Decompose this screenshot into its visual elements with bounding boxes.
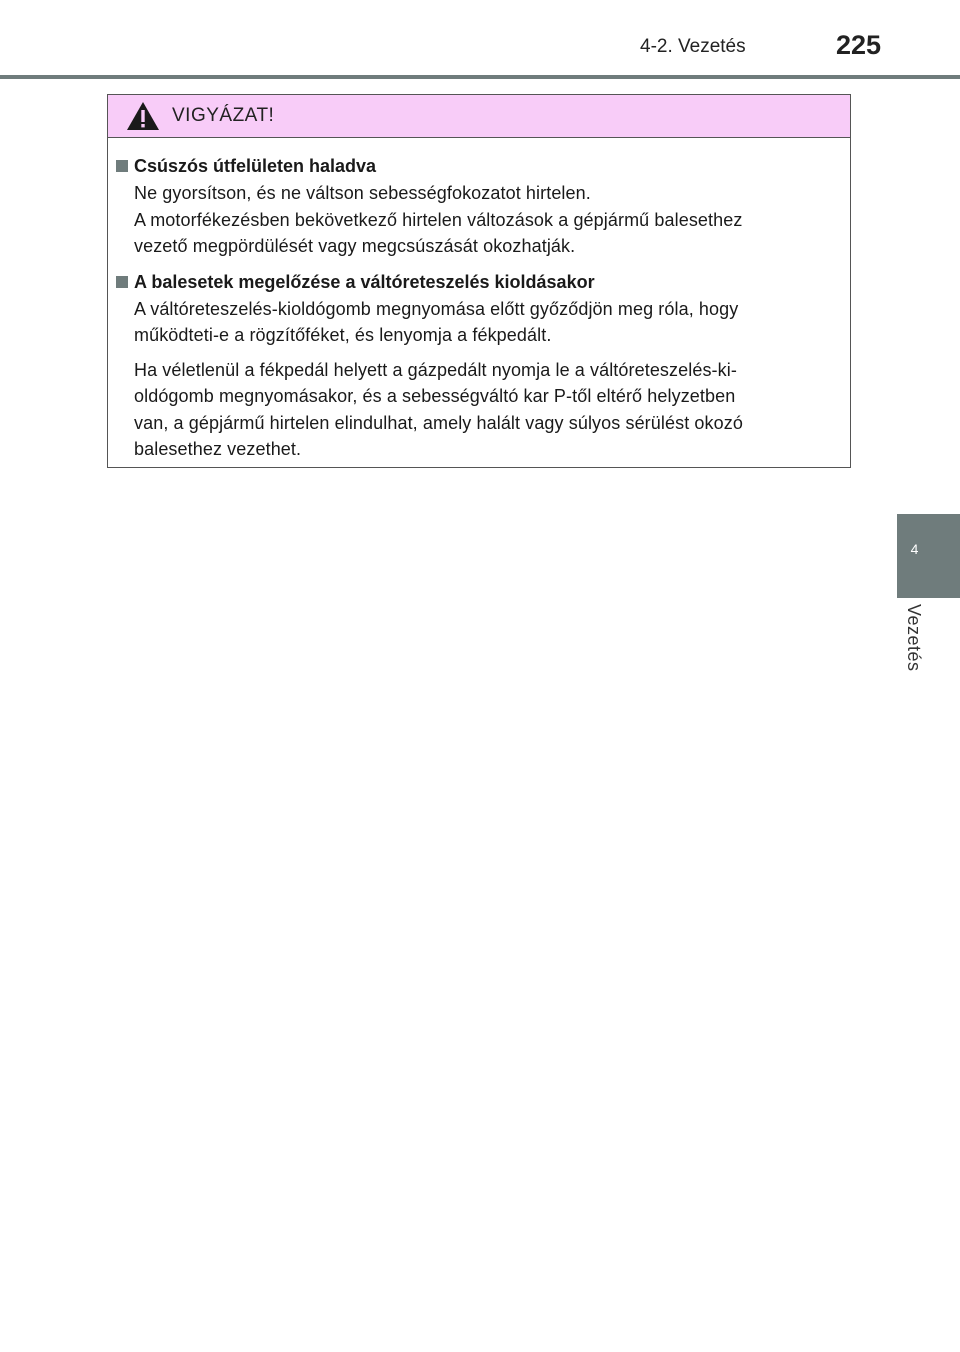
warning-item xyxy=(116,268,834,463)
warning-header xyxy=(108,95,850,138)
warning-item-heading xyxy=(116,268,834,296)
paragraph-line: működteti-e a rögzítőféket, és lenyomja a fékpedált. xyxy=(134,325,552,345)
warning-triangle-icon xyxy=(126,101,160,131)
paragraph-line: Ha véletlenül a fékpedál helyett a gázpedált nyomja le a váltóreteszelés-ki- xyxy=(134,359,737,380)
chapter-tab-number: 4 xyxy=(910,541,919,557)
warning-item-heading-text: Csúszós útfelületen haladva xyxy=(134,156,377,176)
page-number: 225 xyxy=(836,30,882,60)
warning-item-heading xyxy=(116,152,834,180)
warning-item xyxy=(116,152,834,260)
paragraph-line: van, a gépjármű hirtelen elindulhat, amely halált vagy súlyos sérülést okozó xyxy=(134,412,743,433)
chapter-tab-label: Vezetés xyxy=(904,604,924,672)
warning-box xyxy=(107,94,851,468)
paragraph-line: A motorfékezésben bekövetkező hirtelen változások a gépjármű balesethez xyxy=(134,209,743,230)
paragraph-line: vezető megpördülését vagy megcsúszását okozhatják. xyxy=(134,236,576,256)
warning-paragraph xyxy=(134,357,834,463)
warning-paragraph xyxy=(134,296,834,349)
square-bullet-icon xyxy=(116,276,128,288)
header-section-title: 4-2. Vezetés xyxy=(640,36,746,57)
warning-title: VIGYÁZAT! xyxy=(172,105,275,126)
header-divider xyxy=(0,75,960,79)
warning-item-heading-text: A balesetek megelőzése a váltóreteszelés kioldásakor xyxy=(134,271,595,292)
paragraph-line: balesethez vezethet. xyxy=(134,439,302,459)
paragraph-line: oldógomb megnyomásakor, és a sebességváltó kar P-től eltérő helyzetben xyxy=(134,386,736,406)
paragraph-line: A váltóreteszelés-kioldógomb megnyomása előtt győződjön meg róla, hogy xyxy=(134,298,739,319)
warning-paragraph xyxy=(134,180,834,260)
paragraph-line: Ne gyorsítson, és ne váltson sebességfokozatot hirtelen. xyxy=(134,183,591,203)
square-bullet-icon xyxy=(116,160,128,172)
warning-body xyxy=(108,138,850,463)
